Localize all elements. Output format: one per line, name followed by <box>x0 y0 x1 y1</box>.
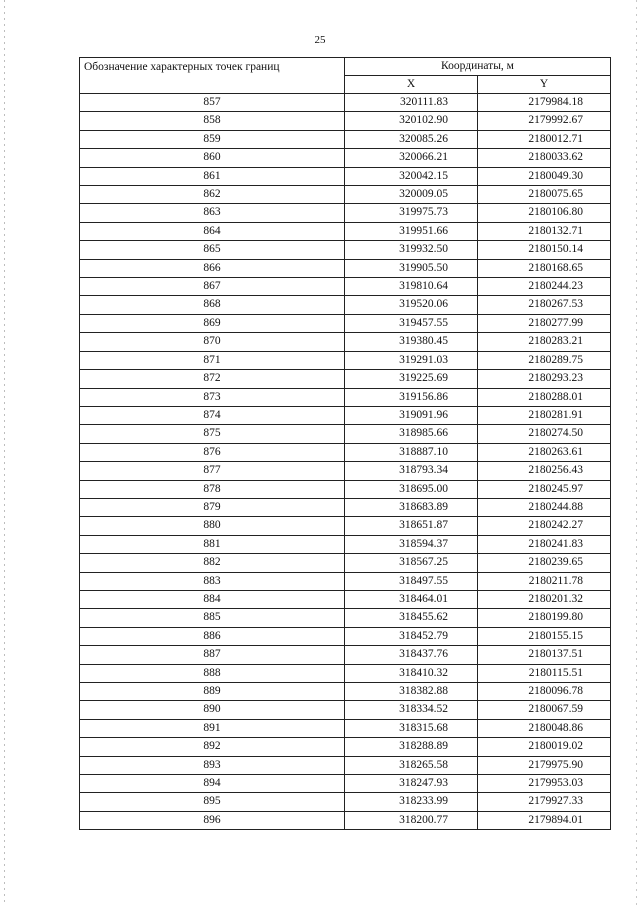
cell-x: 319810.64 <box>345 278 478 296</box>
cell-y: 2180132.71 <box>478 222 611 240</box>
cell-x: 319975.73 <box>345 204 478 222</box>
table-row <box>80 241 611 259</box>
cell-y: 2180155.15 <box>478 627 611 645</box>
cell-x: 318315.68 <box>345 719 478 737</box>
cell-x: 318464.01 <box>345 590 478 608</box>
cell-point: 864 <box>80 222 345 240</box>
cell-x: 318265.58 <box>345 756 478 774</box>
cell-point: 890 <box>80 701 345 719</box>
table-row <box>80 406 611 424</box>
table-row <box>80 204 611 222</box>
table-row <box>80 222 611 240</box>
cell-x: 318288.89 <box>345 738 478 756</box>
table-row <box>80 112 611 130</box>
cell-x: 319520.06 <box>345 296 478 314</box>
cell-point: 862 <box>80 186 345 204</box>
cell-y: 2180199.80 <box>478 609 611 627</box>
cell-point: 882 <box>80 554 345 572</box>
cell-point: 895 <box>80 793 345 811</box>
cell-x: 318683.89 <box>345 498 478 516</box>
cell-y: 2179927.33 <box>478 793 611 811</box>
cell-y: 2180267.53 <box>478 296 611 314</box>
table-row <box>80 167 611 185</box>
cell-y: 2179975.90 <box>478 756 611 774</box>
cell-x: 318247.93 <box>345 775 478 793</box>
cell-y: 2180075.65 <box>478 186 611 204</box>
cell-x: 318200.77 <box>345 811 478 829</box>
table-header <box>80 58 611 94</box>
table-row <box>80 775 611 793</box>
cell-point: 859 <box>80 130 345 148</box>
cell-point: 868 <box>80 296 345 314</box>
header-coordinates: Координаты, м <box>345 58 611 76</box>
cell-y: 2180242.27 <box>478 517 611 535</box>
cell-point: 866 <box>80 259 345 277</box>
table-row <box>80 480 611 498</box>
table-row <box>80 314 611 332</box>
cell-x: 318334.52 <box>345 701 478 719</box>
cell-point: 886 <box>80 627 345 645</box>
cell-y: 2180150.14 <box>478 241 611 259</box>
table-row <box>80 130 611 148</box>
cell-x: 319291.03 <box>345 351 478 369</box>
table-row <box>80 590 611 608</box>
cell-point: 863 <box>80 204 345 222</box>
cell-point: 879 <box>80 498 345 516</box>
table-row <box>80 572 611 590</box>
cell-x: 318887.10 <box>345 443 478 461</box>
cell-y: 2180096.78 <box>478 683 611 701</box>
cell-point: 892 <box>80 738 345 756</box>
cell-y: 2180245.97 <box>478 480 611 498</box>
cell-point: 894 <box>80 775 345 793</box>
scan-edge-right <box>636 0 637 905</box>
table-row <box>80 535 611 553</box>
cell-point: 874 <box>80 406 345 424</box>
cell-y: 2180201.32 <box>478 590 611 608</box>
cell-y: 2180293.23 <box>478 370 611 388</box>
cell-point: 870 <box>80 333 345 351</box>
cell-point: 869 <box>80 314 345 332</box>
cell-x: 319951.66 <box>345 222 478 240</box>
table-row <box>80 683 611 701</box>
header-x: X <box>345 76 478 94</box>
cell-point: 858 <box>80 112 345 130</box>
cell-x: 318382.88 <box>345 683 478 701</box>
table-row <box>80 259 611 277</box>
cell-y: 2179894.01 <box>478 811 611 829</box>
cell-y: 2180137.51 <box>478 646 611 664</box>
cell-point: 889 <box>80 683 345 701</box>
cell-y: 2180067.59 <box>478 701 611 719</box>
cell-point: 861 <box>80 167 345 185</box>
coordinates-table <box>79 57 611 830</box>
cell-point: 871 <box>80 351 345 369</box>
cell-y: 2180244.88 <box>478 498 611 516</box>
table-row <box>80 811 611 829</box>
cell-y: 2180033.62 <box>478 149 611 167</box>
cell-y: 2180263.61 <box>478 443 611 461</box>
cell-x: 320009.05 <box>345 186 478 204</box>
table-row <box>80 462 611 480</box>
table-row <box>80 664 611 682</box>
cell-y: 2180115.51 <box>478 664 611 682</box>
cell-x: 318497.55 <box>345 572 478 590</box>
table-row <box>80 149 611 167</box>
cell-y: 2180106.80 <box>478 204 611 222</box>
cell-y: 2180256.43 <box>478 462 611 480</box>
cell-x: 320066.21 <box>345 149 478 167</box>
cell-y: 2180274.50 <box>478 425 611 443</box>
cell-x: 318567.25 <box>345 554 478 572</box>
table-row <box>80 756 611 774</box>
table-row <box>80 554 611 572</box>
cell-x: 320042.15 <box>345 167 478 185</box>
cell-y: 2180168.65 <box>478 259 611 277</box>
cell-y: 2180211.78 <box>478 572 611 590</box>
cell-point: 891 <box>80 719 345 737</box>
cell-point: 876 <box>80 443 345 461</box>
table-row <box>80 719 611 737</box>
cell-x: 319156.86 <box>345 388 478 406</box>
table-row <box>80 94 611 112</box>
cell-y: 2179953.03 <box>478 775 611 793</box>
cell-x: 319457.55 <box>345 314 478 332</box>
table-row <box>80 425 611 443</box>
table-row <box>80 370 611 388</box>
cell-x: 318695.00 <box>345 480 478 498</box>
cell-point: 872 <box>80 370 345 388</box>
cell-point: 873 <box>80 388 345 406</box>
table-row <box>80 333 611 351</box>
cell-point: 860 <box>80 149 345 167</box>
cell-x: 318452.79 <box>345 627 478 645</box>
table-row <box>80 443 611 461</box>
cell-point: 888 <box>80 664 345 682</box>
table-row <box>80 296 611 314</box>
cell-point: 875 <box>80 425 345 443</box>
cell-x: 319905.50 <box>345 259 478 277</box>
header-points: Обозначение характерных точек границ <box>80 58 345 94</box>
cell-point: 885 <box>80 609 345 627</box>
cell-x: 318455.62 <box>345 609 478 627</box>
cell-x: 320102.90 <box>345 112 478 130</box>
cell-point: 857 <box>80 94 345 112</box>
cell-x: 318985.66 <box>345 425 478 443</box>
cell-x: 318410.32 <box>345 664 478 682</box>
cell-y: 2180012.71 <box>478 130 611 148</box>
cell-x: 319091.96 <box>345 406 478 424</box>
cell-y: 2180049.30 <box>478 167 611 185</box>
cell-y: 2180048.86 <box>478 719 611 737</box>
cell-x: 318233.99 <box>345 793 478 811</box>
cell-y: 2180239.65 <box>478 554 611 572</box>
table-row <box>80 517 611 535</box>
cell-point: 880 <box>80 517 345 535</box>
table-row <box>80 388 611 406</box>
table-row <box>80 498 611 516</box>
cell-y: 2179992.67 <box>478 112 611 130</box>
cell-x: 318594.37 <box>345 535 478 553</box>
cell-y: 2180283.21 <box>478 333 611 351</box>
cell-x: 319380.45 <box>345 333 478 351</box>
table-row <box>80 701 611 719</box>
scan-edge-left <box>4 0 5 905</box>
cell-point: 867 <box>80 278 345 296</box>
cell-point: 893 <box>80 756 345 774</box>
cell-y: 2180288.01 <box>478 388 611 406</box>
cell-y: 2180241.83 <box>478 535 611 553</box>
table-row <box>80 186 611 204</box>
cell-x: 318793.34 <box>345 462 478 480</box>
table-row <box>80 609 611 627</box>
cell-y: 2180281.91 <box>478 406 611 424</box>
table-row <box>80 738 611 756</box>
cell-point: 865 <box>80 241 345 259</box>
cell-x: 319225.69 <box>345 370 478 388</box>
header-row-top <box>80 58 611 76</box>
table-row <box>80 793 611 811</box>
table-row <box>80 646 611 664</box>
cell-y: 2180289.75 <box>478 351 611 369</box>
cell-y: 2180019.02 <box>478 738 611 756</box>
cell-x: 318651.87 <box>345 517 478 535</box>
page-number: 25 <box>314 34 326 46</box>
cell-x: 320111.83 <box>345 94 478 112</box>
cell-point: 877 <box>80 462 345 480</box>
table-row <box>80 351 611 369</box>
cell-x: 320085.26 <box>345 130 478 148</box>
table-row <box>80 278 611 296</box>
cell-y: 2180244.23 <box>478 278 611 296</box>
cell-point: 884 <box>80 590 345 608</box>
cell-point: 883 <box>80 572 345 590</box>
header-y: Y <box>478 76 611 94</box>
cell-y: 2179984.18 <box>478 94 611 112</box>
cell-point: 887 <box>80 646 345 664</box>
cell-point: 881 <box>80 535 345 553</box>
cell-x: 319932.50 <box>345 241 478 259</box>
cell-point: 878 <box>80 480 345 498</box>
table-row <box>80 627 611 645</box>
cell-x: 318437.76 <box>345 646 478 664</box>
cell-point: 896 <box>80 811 345 829</box>
cell-y: 2180277.99 <box>478 314 611 332</box>
table-body <box>80 94 611 830</box>
